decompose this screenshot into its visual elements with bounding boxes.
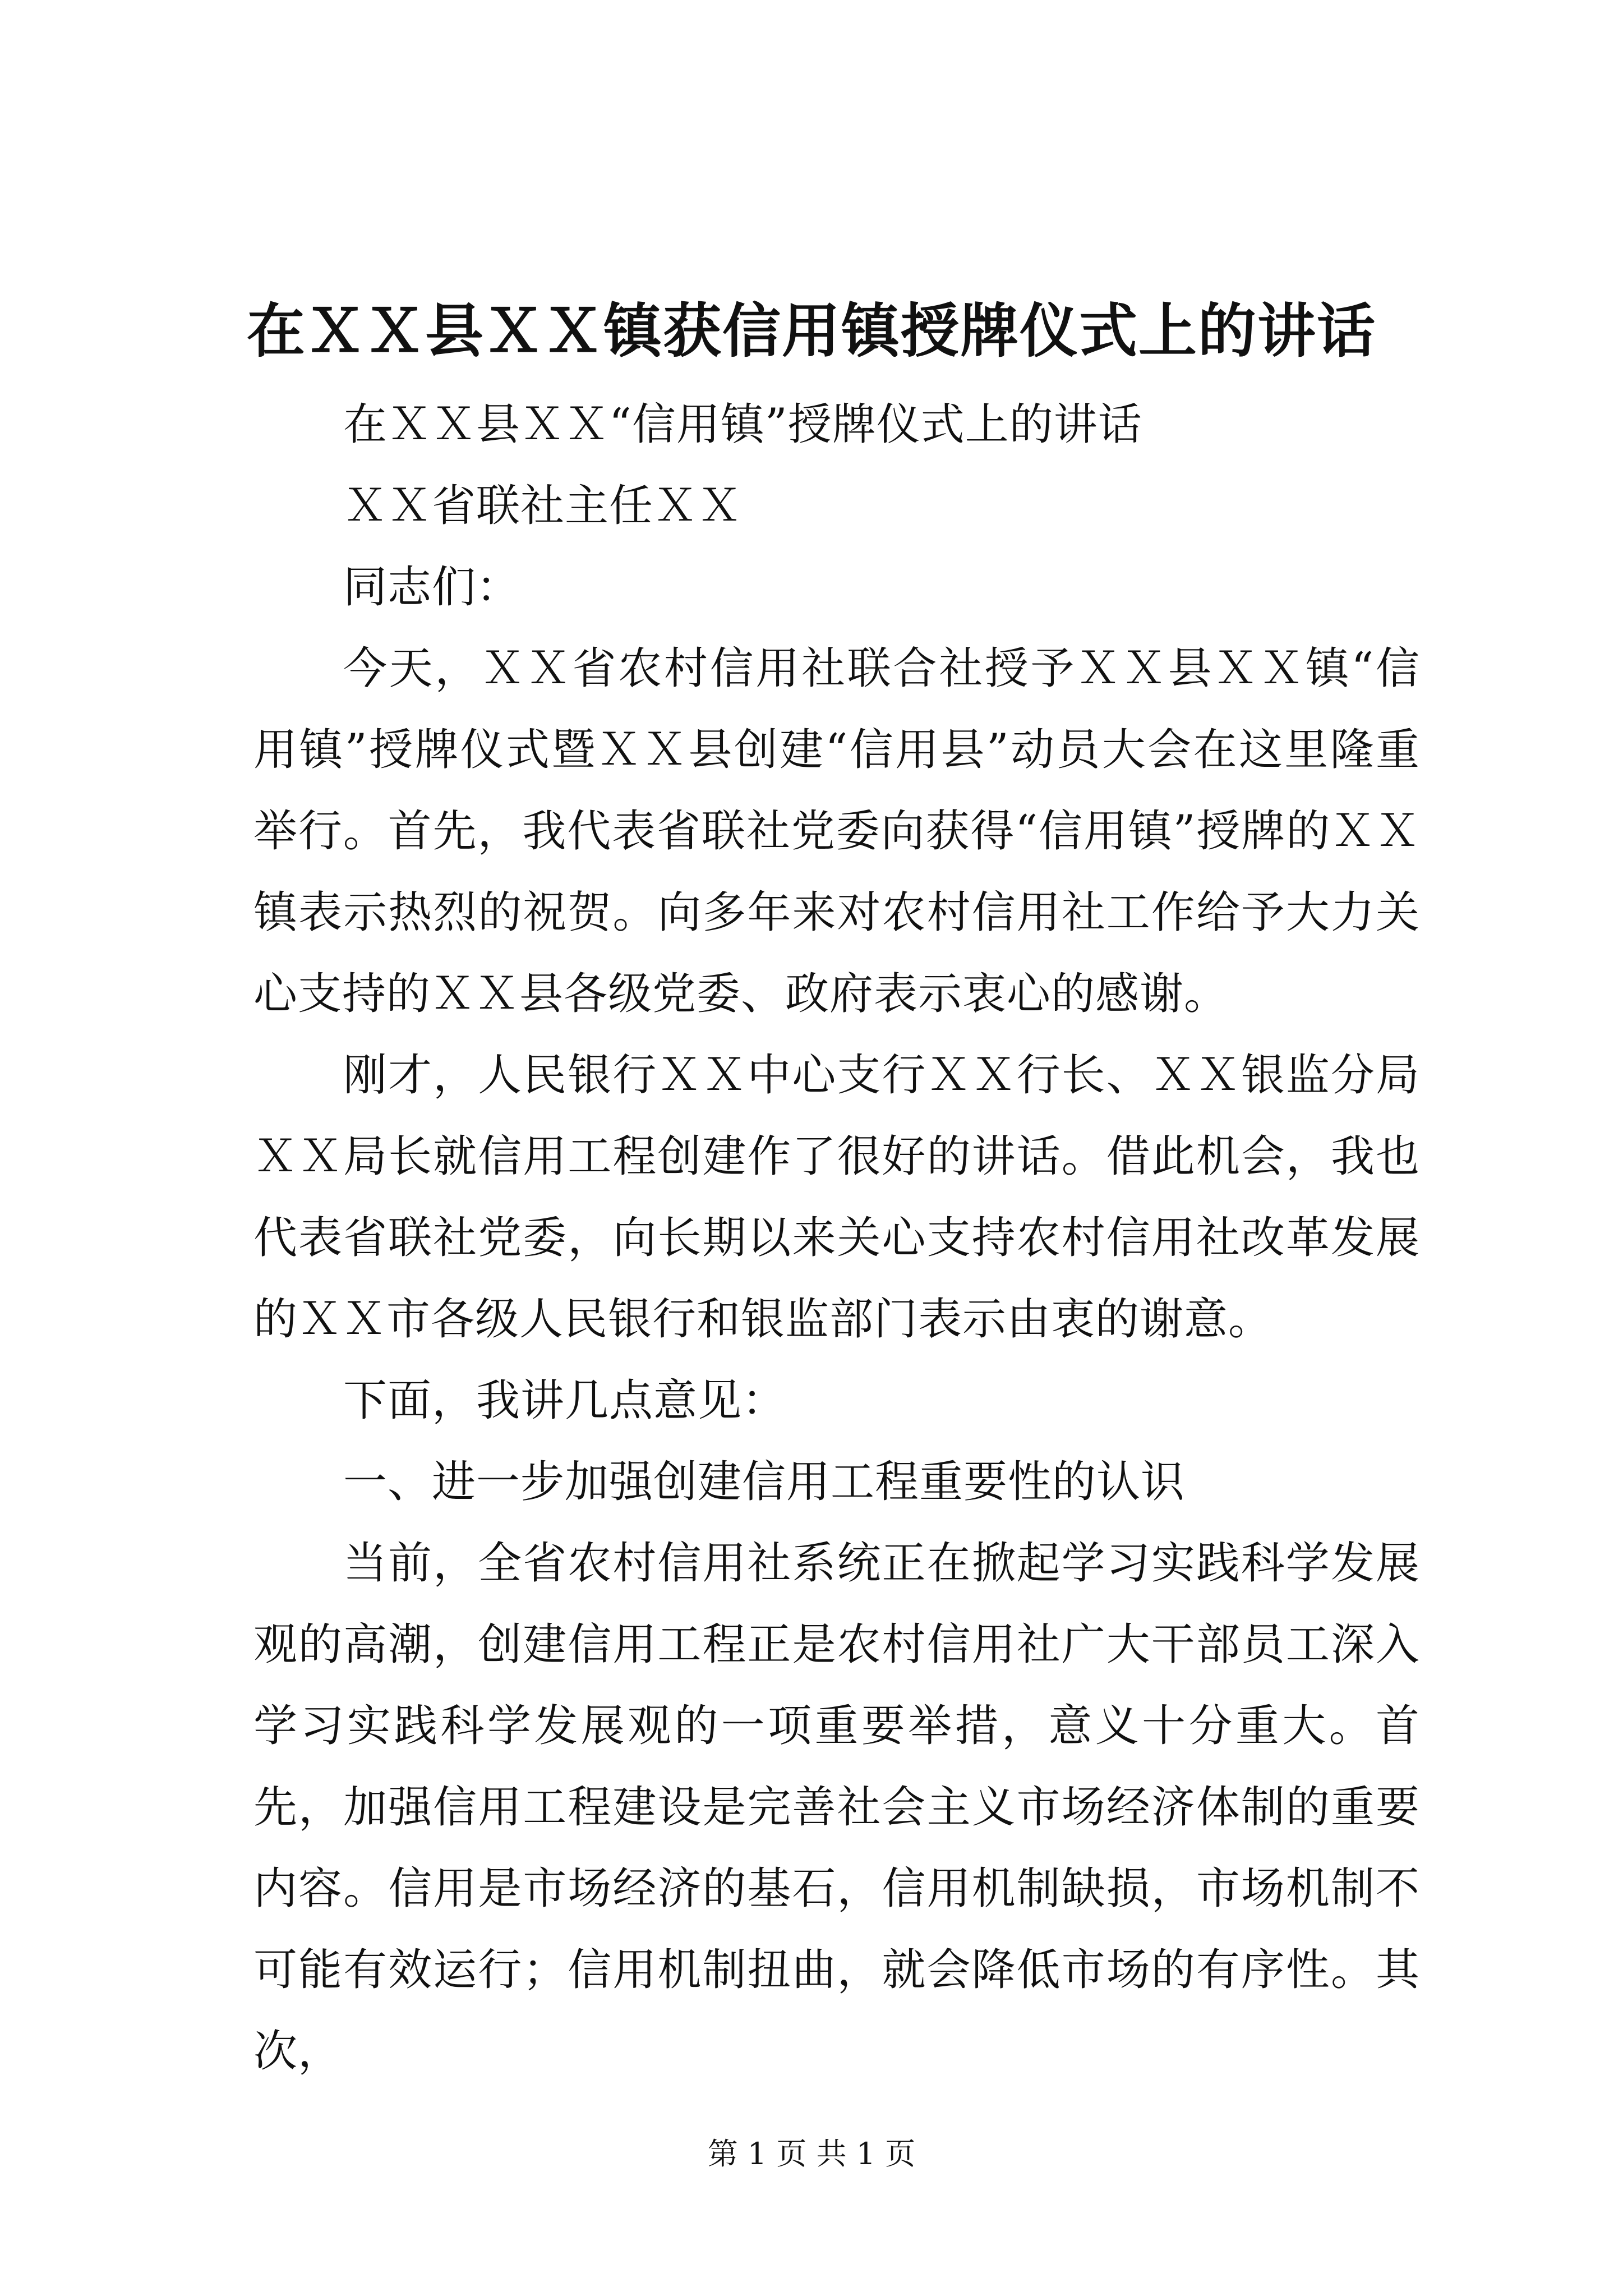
body-paragraph: 刚才，人民银行ＸＸ中心支行ＸＸ行长、ＸＸ银监分局ＸＸ局长就信用工程创建作了很好的讲话。借此机会，我也代表省联社党委，向长期以来关心支持农村信用社改革发展的ＸＸ市各级人民银行和银监部门表示由衷的谢意。 [253, 1050, 1420, 1345]
document-title: 在ＸＸ县ＸＸ镇获信用镇授牌仪式上的讲话 [246, 296, 1376, 365]
speaker-line: ＸＸ省联社主任ＸＸ [343, 481, 743, 531]
page-footer: 第 1 页 共 1 页 [707, 2136, 916, 2171]
body-paragraph: 今天，ＸＸ省农村信用社联合社授予ＸＸ县ＸＸ镇“信用镇”授牌仪式暨ＸＸ县创建“信用县”动员大会在这里隆重举行。首先，我代表省联社党委向获得“信用镇”授牌的ＸＸ镇表示热烈的祝贺。向多年来对农村信用社工作给予大力关心支持的ＸＸ县各级党委、政府表示衷心的感谢。 [253, 643, 1420, 1019]
document-body [253, 384, 1420, 2092]
section-heading: 一、进一步加强创建信用工程重要性的认识 [343, 1457, 1186, 1507]
salutation: 同志们： [343, 562, 521, 613]
body-paragraph: 当前，全省农村信用社系统正在掀起学习实践科学发展观的高潮，创建信用工程正是农村信用社广大干部员工深入学习实践科学发展观的一项重要举措，意义十分重大。首先，加强信用工程建设是完善社会主义市场经济体制的重要内容。信用是市场经济的基石，信用机制缺损，市场机制不可能有效运行；信用机制扭曲，就会降低市场的有序性。其次， [253, 1538, 1420, 2077]
body-paragraph: 下面，我讲几点意见： [343, 1375, 787, 1426]
subtitle-paragraph: 在ＸＸ县ＸＸ“信用镇”授牌仪式上的讲话 [343, 399, 1142, 450]
